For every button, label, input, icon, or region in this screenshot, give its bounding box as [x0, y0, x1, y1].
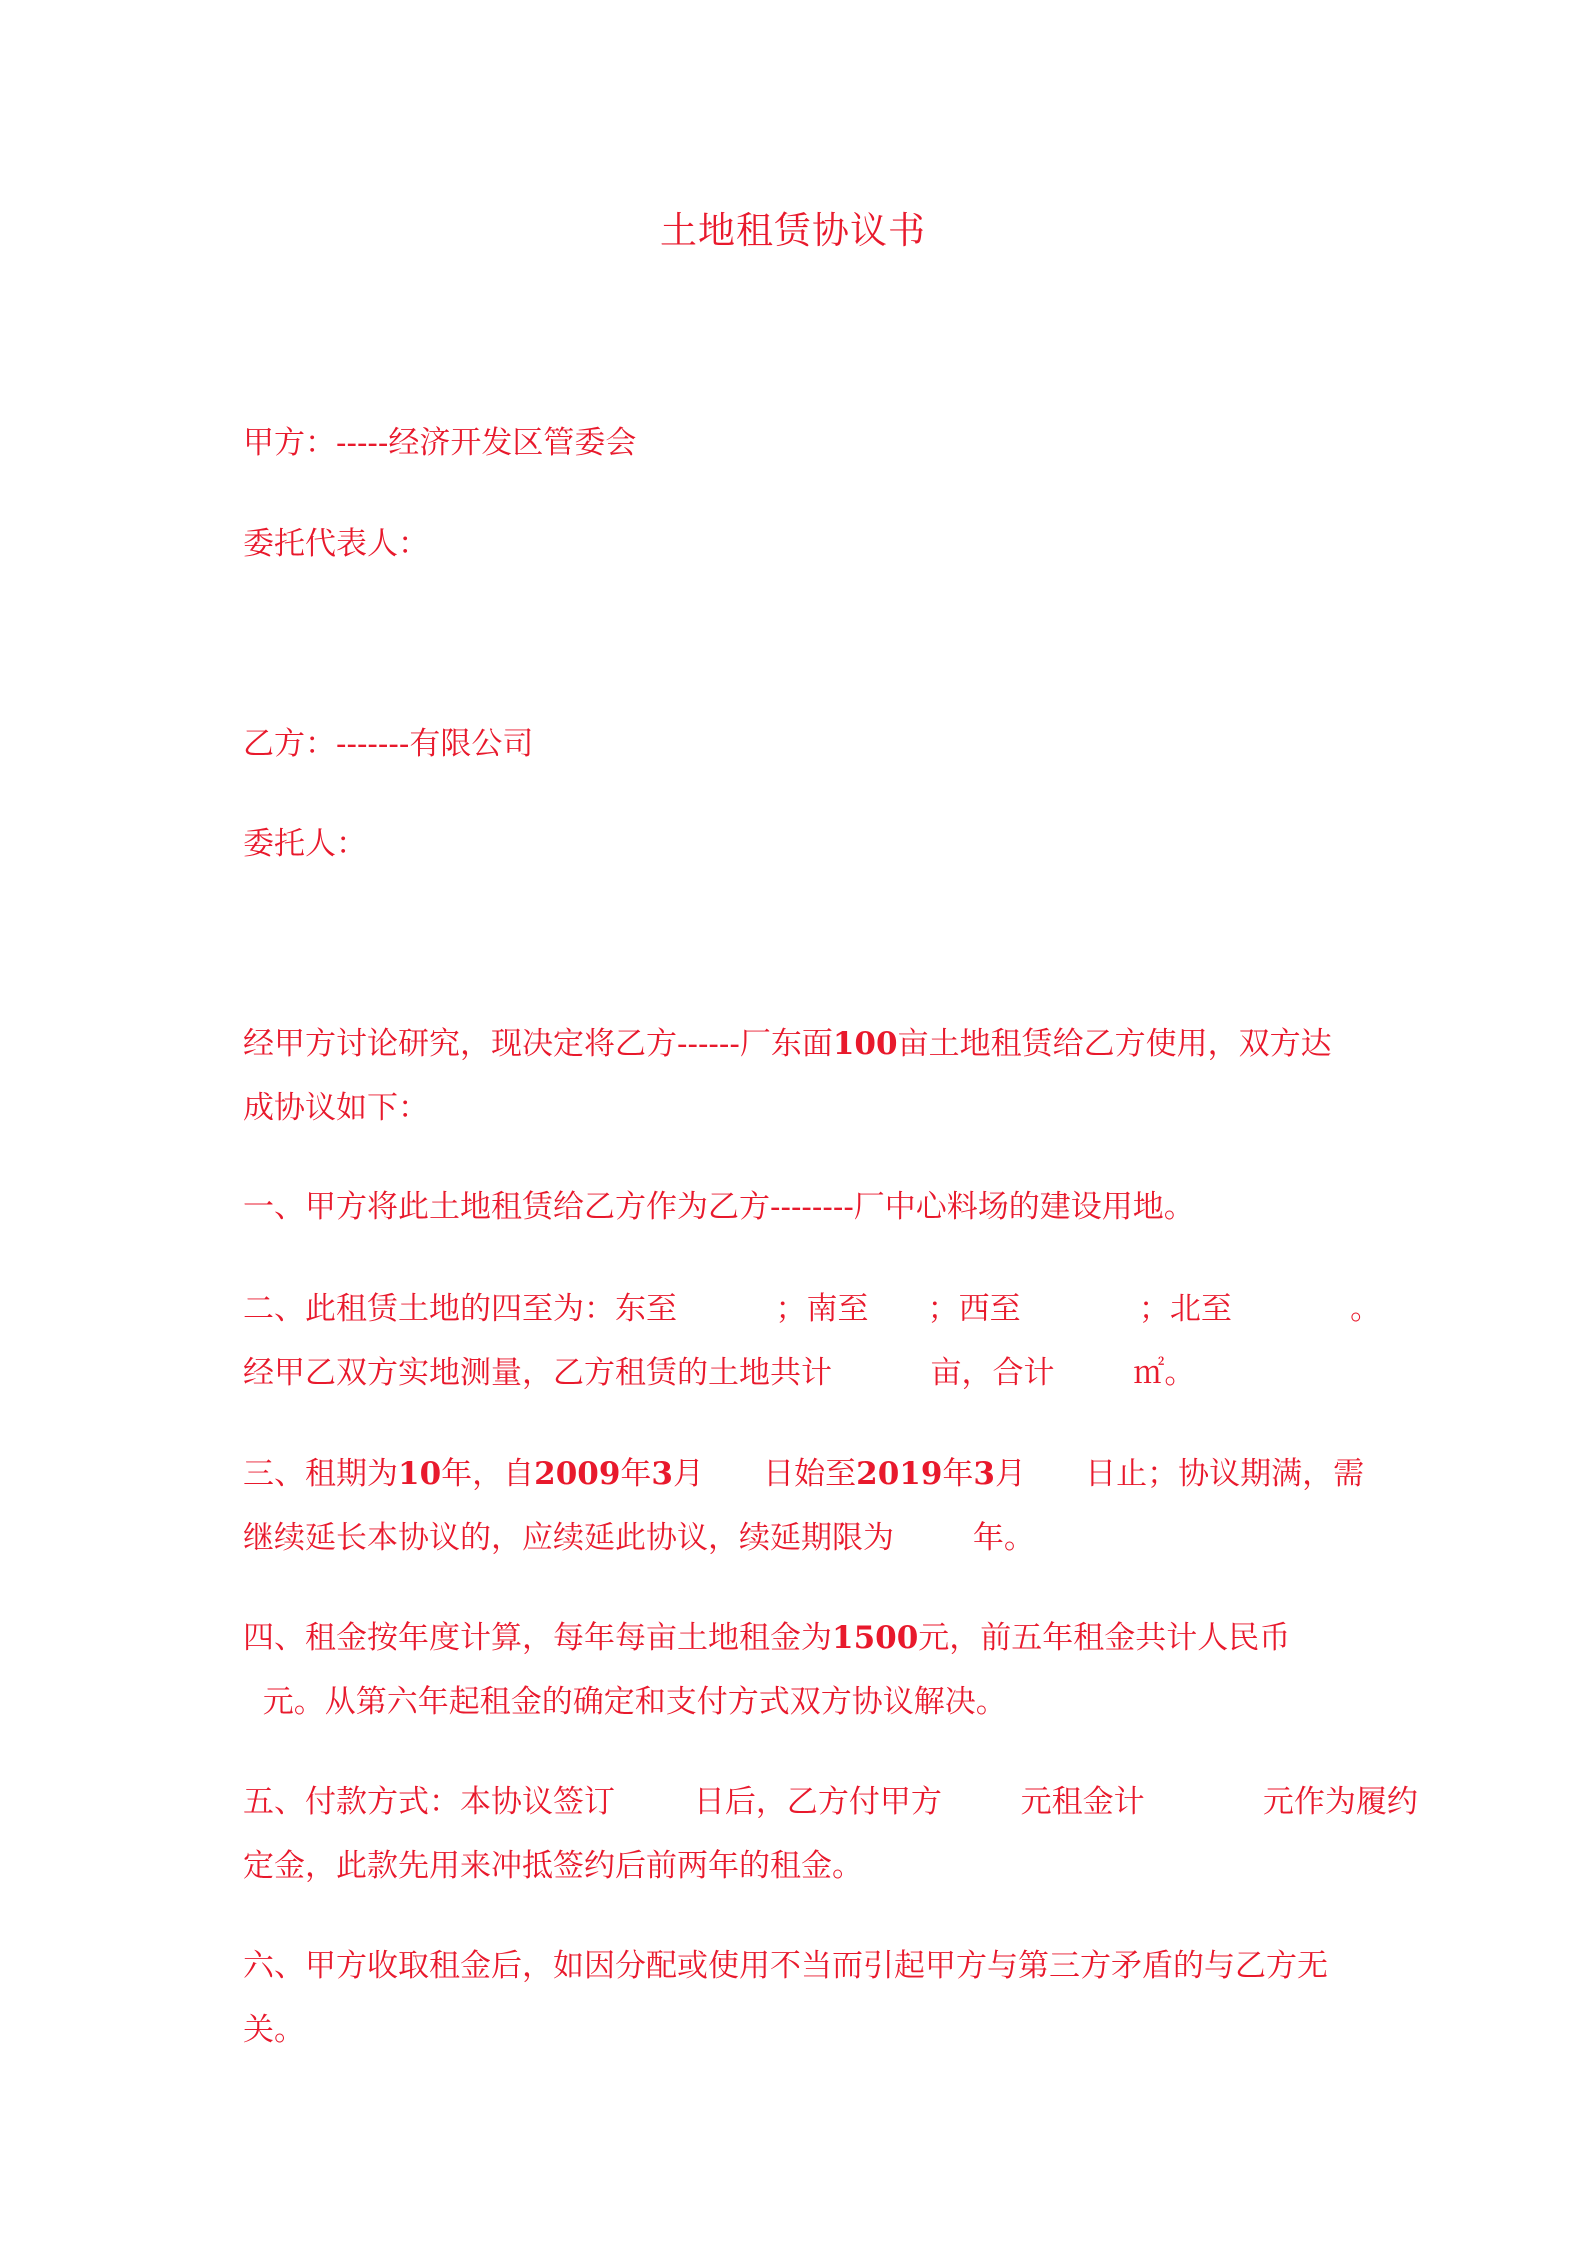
clause-3-text: 月 日止；协议期满，需 [994, 1456, 1365, 1492]
clause-2-line-2: 经甲乙双方实地测量，乙方租赁的土地共计 亩，合计 ㎡。 [243, 1355, 1196, 1391]
clause-4-line-1 [243, 1618, 1363, 1658]
intro-line-2: 成协议如下： [243, 1090, 429, 1126]
clause-3-text: 年 [620, 1456, 652, 1492]
clause-3-text: 月 日始至 [673, 1456, 857, 1492]
document-title: 土地租赁协议书 [660, 209, 926, 252]
party-b: 乙方：-------有限公司 [243, 726, 534, 762]
clause-3-start-year: 2009 [534, 1456, 621, 1492]
clause-1: 一、甲方将此土地租赁给乙方作为乙方--------厂中心料场的建设用地。 [243, 1189, 1195, 1225]
party-a-representative: 委托代表人： [243, 526, 429, 562]
clause-3-line-1 [243, 1454, 1363, 1494]
clause-4-line-2: 元。从第六年起租金的确定和支付方式双方协议解决。 [243, 1684, 1007, 1720]
clause-4-text: 元，前五年租金共计人民币 [918, 1620, 1291, 1656]
clause-5-line-2: 定金，此款先用来冲抵签约后前两年的租金。 [243, 1848, 863, 1884]
clause-3-line-2: 继续延长本协议的，应续延此协议，续延期限为 年。 [243, 1520, 1035, 1556]
intro-line-1 [243, 1024, 1363, 1064]
intro-area-number: 100 [832, 1026, 898, 1062]
party-a: 甲方：-----经济开发区管委会 [243, 425, 637, 461]
clause-3-start-month: 3 [651, 1456, 673, 1492]
clause-5-line-1: 五、付款方式：本协议签订 日后，乙方付甲方 元租金计 元作为履约 [243, 1784, 1418, 1820]
clause-4-text: 四、租金按年度计算，每年每亩土地租金为 [243, 1620, 832, 1656]
clause-6-line-1: 六、甲方收取租金后，如因分配或使用不当而引起甲方与第三方矛盾的与乙方无 [243, 1948, 1328, 1984]
intro-text: 亩土地租赁给乙方使用，双方达 [897, 1026, 1332, 1062]
intro-text: 经甲方讨论研究，现决定将乙方------厂东面 [243, 1026, 833, 1062]
clause-3-end-year: 2019 [856, 1456, 943, 1492]
clause-3-term: 10 [398, 1456, 442, 1492]
clause-6-line-2: 关。 [243, 2012, 305, 2048]
party-b-representative: 委托人： [243, 826, 367, 862]
clause-4-rent-amount: 1500 [832, 1620, 919, 1656]
clause-3-text: 年，自 [441, 1456, 535, 1492]
clause-3-text: 三、租期为 [243, 1456, 398, 1492]
clause-2-line-1: 二、此租赁土地的四至为：东至 ；南至 ；西至 ；北至 。 [243, 1291, 1382, 1327]
clause-3-text: 年 [942, 1456, 974, 1492]
clause-3-end-month: 3 [973, 1456, 995, 1492]
